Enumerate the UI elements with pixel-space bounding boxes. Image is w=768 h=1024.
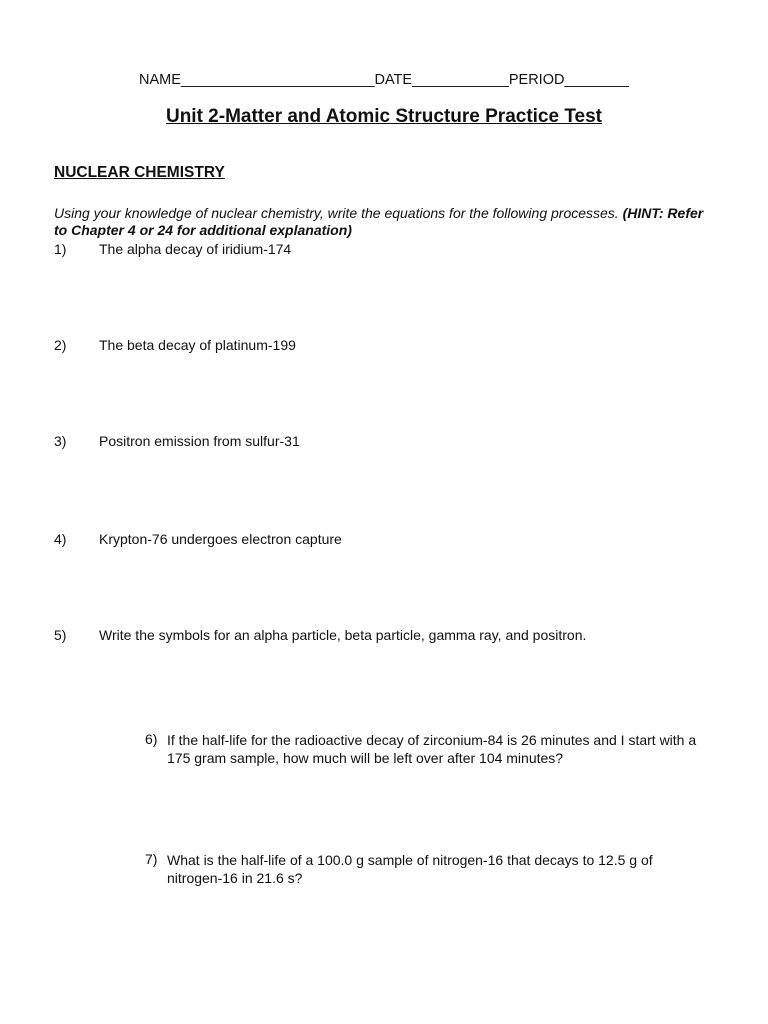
question-text: Write the symbols for an alpha particle, beta particle, gamma ray, and positron. [99, 627, 587, 643]
question-text: Positron emission from sulfur-31 [99, 433, 300, 449]
period-label: PERIOD [508, 72, 565, 88]
student-info-line [0, 72, 768, 88]
instructions-text: Using your knowledge of nuclear chemistry, write the equations for the following processes. [54, 205, 619, 221]
date-blank[interactable]: ____________ [412, 72, 509, 88]
question-number: 1) [54, 241, 67, 257]
question-text: The alpha decay of iridium-174 [99, 241, 292, 257]
question-text: What is the half-life of a 100.0 g sample of nitrogen-16 that decays to 12.5 g of nitrogen-16 in 21.6 s? [167, 852, 653, 886]
instructions-hint: (HINT: Refer to Chapter 4 or 24 for additional explanation) [54, 205, 704, 238]
question-number: 2) [54, 337, 67, 353]
question-number: 7) [145, 851, 158, 867]
section-heading: NUCLEAR CHEMISTRY [54, 164, 225, 181]
name-label: NAME [139, 72, 181, 88]
period-blank[interactable]: ________ [564, 72, 629, 88]
question-number: 5) [54, 627, 67, 643]
question-text: Krypton-76 undergoes electron capture [99, 531, 342, 547]
question-text: The beta decay of platinum-199 [99, 337, 296, 353]
question-number: 4) [54, 531, 67, 547]
question-number: 6) [145, 731, 158, 747]
question-number: 3) [54, 433, 67, 449]
page-title: Unit 2-Matter and Atomic Structure Practice Test [165, 106, 603, 127]
date-label: DATE [374, 72, 413, 88]
question-text: If the half-life for the radioactive decay of zirconium-84 is 26 minutes and I start with a 175 gram sample, how much will be left over after 104 minutes? [167, 732, 697, 766]
instructions [54, 205, 720, 239]
name-blank[interactable]: ________________________ [180, 72, 375, 88]
